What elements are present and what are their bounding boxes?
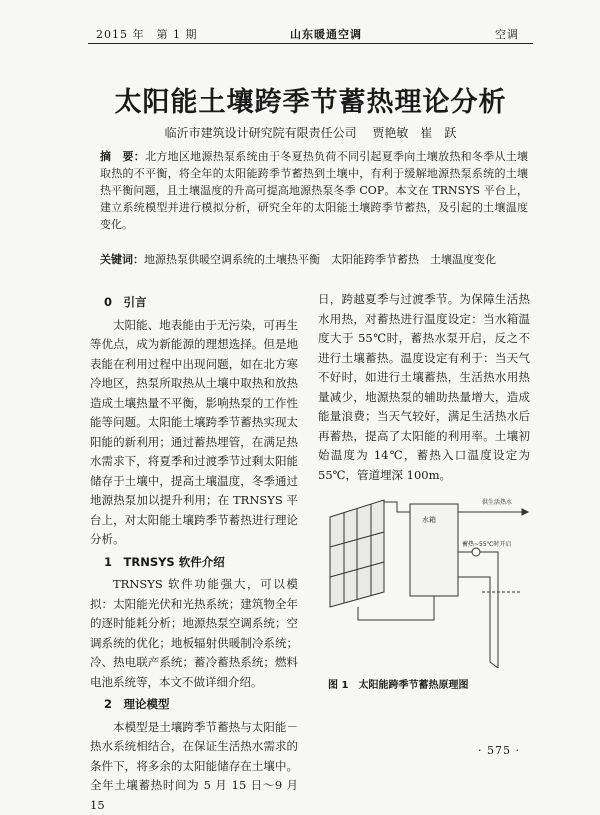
label-water-supply: 供生活热水 [482,498,512,506]
storage-pump-icon [472,548,480,556]
journal-name: 山东暖通空调 [290,26,362,42]
section-2-continuation: 日，跨越夏季与过渡季节。为保障生活热水用热，对蓄热进行温度设定：当水箱温度大于 55℃时，蓄热水泵开启，反之不进行土壤蓄热。温度设定有利于：当天气不好时，如进行土壤蓄热，生活热水用热量减少，地源热泵的辅助热量增大，造成能量浪费；当天气较好，满足生活热水后再蓄热，提高了太阳能的利用率。土壤初始温度为 14℃，蓄热入口温度设定为 55℃，管道埋深 100m。 [318,290,530,485]
left-column [90,290,298,815]
solar-collector-panels [330,500,384,607]
section-1-paragraph: TRNSYS 软件功能强大，可以模拟：太阳能光伏和光热系统；建筑物全年的逐时能耗分析；地源热泵空调系统；空调系统的优化；地板辐射供暖制冷系统；冷、热电联产系统；蓄冷蓄热系统；燃料电池系统等，本文不做详细介绍。 [90,575,298,692]
keywords-label: 关键词： [100,253,144,266]
section-1-heading: 1 TRNSYS 软件介绍 [90,553,298,573]
abstract [100,148,528,233]
figure-caption [328,676,538,691]
abstract-label: 摘 要： [100,150,145,163]
paper-title: 太阳能土壤跨季节蓄热理论分析 [88,80,533,119]
right-column [318,290,530,485]
abstract-text: 北方地区地源热泵系统由于冬夏热负荷不同引起夏季向土壤放热和冬季从土壤取热的不平衡，将全年的太阳能跨季节蓄热到土壤中，有利于缓解地源热泵系统的土壤热平衡问题，且土壤温度的升高可提高地源热泵冬季 COP。本文在 TRNSYS 平台上，建立系统模型并进行模拟分析，研究全年的太阳能土壤跨季节蓄热，及引起的土壤温度变化。 [100,150,528,231]
issue-number: 2015 年 第 1 期 [96,26,197,42]
section-name: 空调 [495,26,519,42]
header-rule [88,43,533,44]
section-0-paragraph: 太阳能、地表能由于无污染，可再生等优点，成为新能源的理想选择。但是地表能在利用过程中出现问题，如在北方寒冷地区，热泵所取热从土壤中取热和放热造成土壤热量不平衡，影响热泵的工作性能等问题。太阳能土壤跨季节蓄热实现太阳能的新利用；通过蓄热埋管，在满足热水需求下，将夏季和过渡季节过剩太阳能储存于土壤中，提高土壤温度，冬季通过地源热泵加以提升利用；在 TRNSYS 平台上，对太阳能土壤跨季节蓄热进行理论分析。 [90,316,298,550]
section-2-heading: 2 理论模型 [90,695,298,715]
keywords [100,251,528,268]
section-2-paragraph: 本模型是土壤跨季节蓄热与太阳能－热水系统相结合，在保证生活热水需求的条件下，将多余的太阳能储存在土壤中。全年土壤蓄热时间为 5 月 15 日～9 月 15 [90,718,298,815]
figure-number: 图 1 [328,680,348,691]
label-temp-setting: 蓄热~55℃时开启 [462,540,511,548]
author-line [88,124,533,141]
figure-caption-text: 太阳能跨季节蓄热原理图 [358,680,468,691]
section-0-heading: 0 引言 [90,293,298,313]
author-names: 贾艳敏 崔 跃 [372,126,456,140]
keywords-text: 地源热泵供暖空调系统的土壤热平衡 太阳能跨季节蓄热 土壤温度变化 [144,253,496,266]
label-tank: 水箱 [422,515,436,524]
affiliation: 临沂市建筑设计研究院有限责任公司 [165,126,357,140]
page-number: · 575 · [478,744,520,757]
system-schematic-figure [322,482,534,672]
